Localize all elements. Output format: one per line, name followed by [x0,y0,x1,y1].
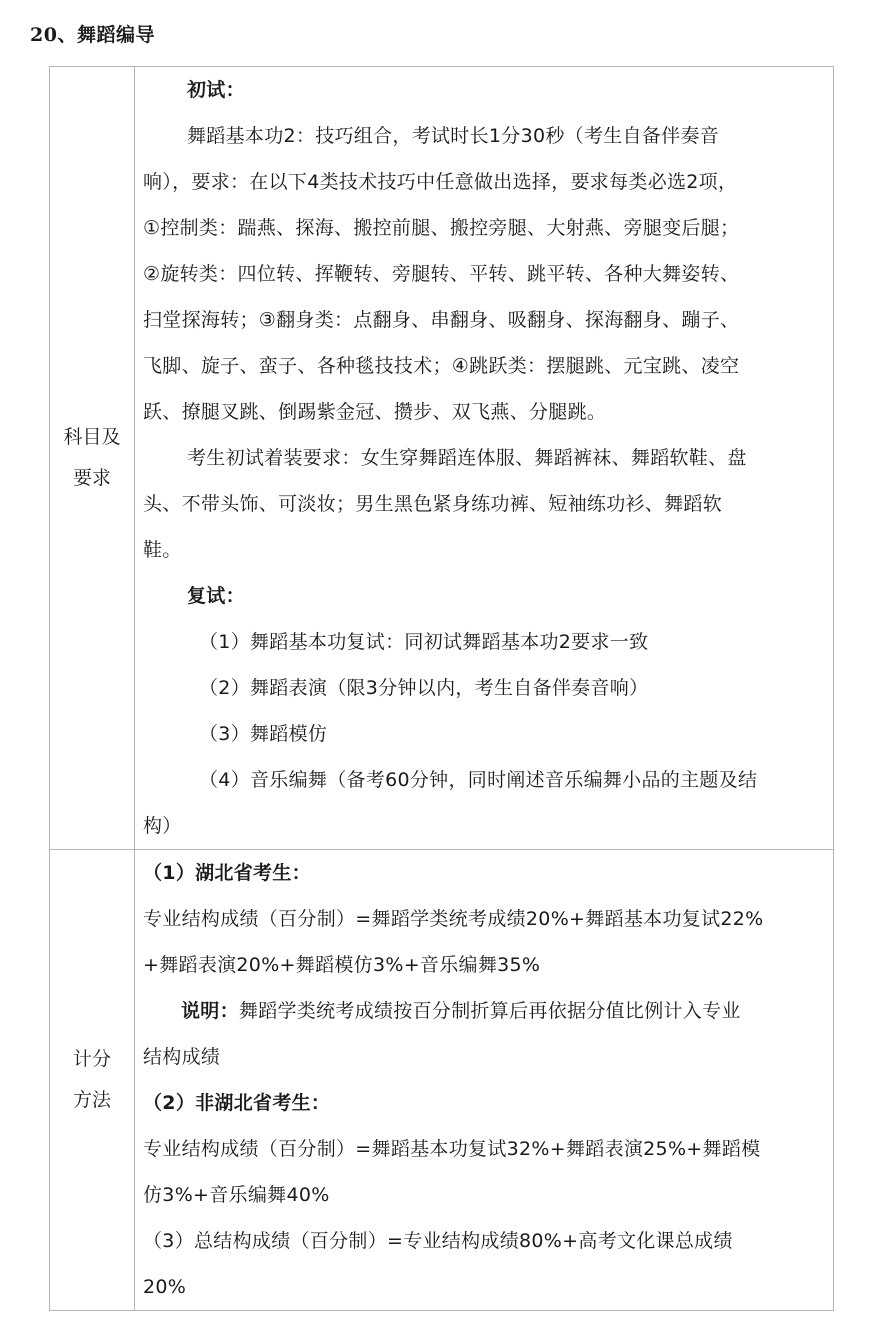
retest-item: （4）音乐编舞（备考60分钟，同时阐述音乐编舞小品的主题及结 [199,769,758,791]
row-content-subjects [135,67,834,850]
note-line: 结构成绩 [143,1046,221,1068]
row-label-line: 计分 [72,1048,111,1070]
row-content-scoring [135,850,834,1311]
text-line: 舞蹈基本功2：技巧组合，考试时长1分30秒（考生自备伴奏音 [187,125,720,147]
text-line: 响），要求：在以下4类技术技巧中任意做出选择，要求每类必选2项， [143,171,738,193]
section-heading: 20、舞蹈编导 [30,24,155,46]
retest-item: （1）舞蹈基本功复试：同初试舞蹈基本功2要求一致 [199,631,649,653]
row-label-line: 方法 [72,1089,111,1111]
formula-line: +舞蹈表演20%+舞蹈模仿3%+音乐编舞35% [143,954,541,976]
total-formula-line: （3）总结构成绩（百分制）=专业结构成绩80%+高考文化课总成绩 [143,1230,733,1252]
exam-table [49,66,834,1311]
formula-line: 仿3%+音乐编舞40% [143,1184,330,1206]
table-row-subjects [50,67,834,850]
row-label-line: 科目及 [63,426,121,448]
formula-line: 专业结构成绩（百分制）=舞蹈基本功复试32%+舞蹈表演25%+舞蹈模 [143,1138,761,1160]
text-line: ②旋转类：四位转、挥鞭转、旁腿转、平转、跳平转、各种大舞姿转、 [143,263,740,285]
preliminary-title: 初试： [187,79,245,101]
total-formula-line: 20% [143,1276,187,1298]
row-label-subjects [50,67,135,850]
hubei-title: （1）湖北省考生： [143,862,311,884]
retest-item: （2）舞蹈表演（限3分钟以内，考生自备伴奏音响） [199,677,649,699]
text-line: 鞋。 [143,539,182,561]
row-label-scoring [50,850,135,1311]
text-line: ①控制类：踹燕、探海、搬控前腿、搬控旁腿、大射燕、旁腿变后腿； [143,217,740,239]
note-text: 舞蹈学类统考成绩按百分制折算后再依据分值比例计入专业 [238,1000,741,1022]
retest-title: 复试： [187,585,245,607]
text-line: 头、不带头饰、可淡妆；男生黑色紧身练功裤、短袖练功衫、舞蹈软 [143,493,723,515]
text-line: 构） [143,815,182,837]
non-hubei-title: （2）非湖北省考生： [143,1092,331,1114]
formula-line: 专业结构成绩（百分制）=舞蹈学类统考成绩20%+舞蹈基本功复试22% [143,908,764,930]
note-line [143,988,825,1034]
row-label-line: 要求 [72,467,111,489]
table-row-scoring [50,850,834,1311]
text-line: 飞脚、旋子、蛮子、各种毯技技术；④跳跃类：摆腿跳、元宝跳、凌空 [143,355,740,377]
note-label: 说明： [181,1000,239,1022]
retest-item: （3）舞蹈模仿 [199,723,328,745]
text-line: 跃、撩腿叉跳、倒踢紫金冠、攒步、双飞燕、分腿跳。 [143,401,607,423]
text-line: 考生初试着装要求：女生穿舞蹈连体服、舞蹈裤袜、舞蹈软鞋、盘 [187,447,747,469]
text-line: 扫堂探海转；③翻身类：点翻身、串翻身、吸翻身、探海翻身、蹦子、 [143,309,740,331]
